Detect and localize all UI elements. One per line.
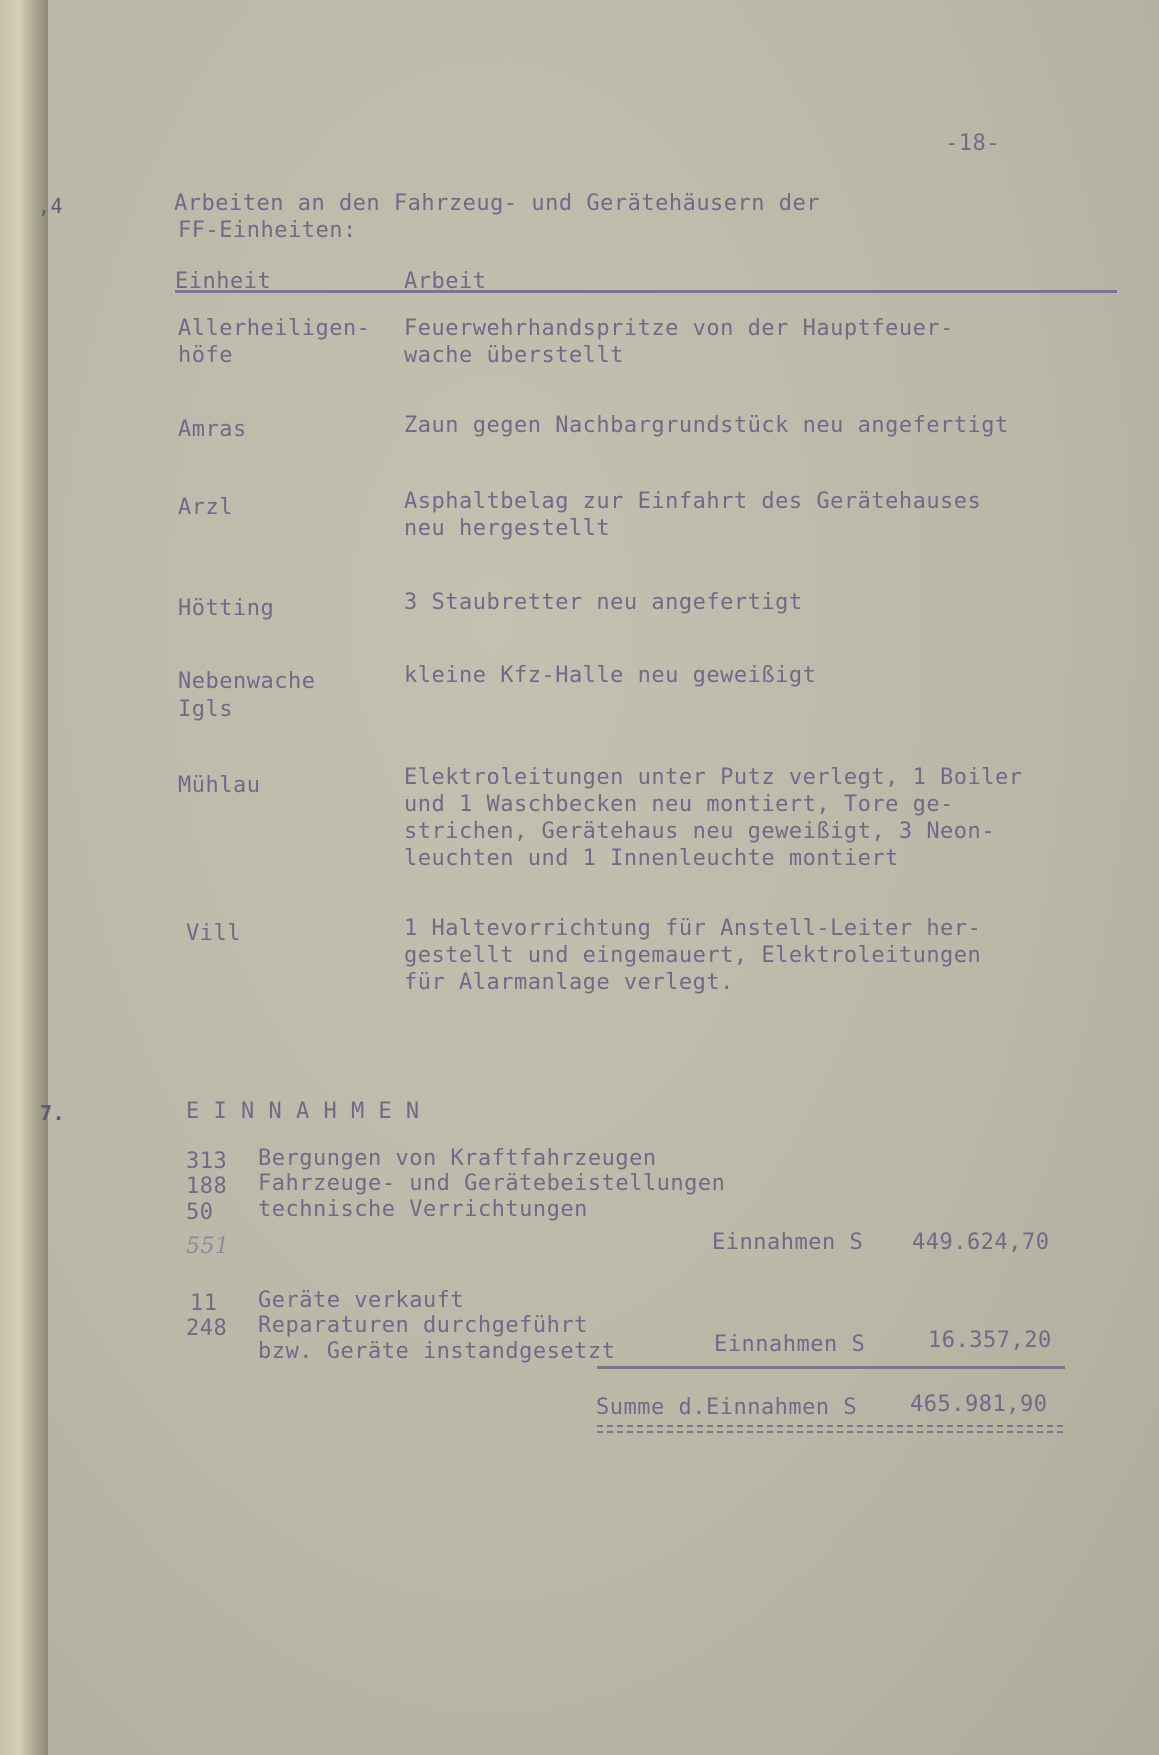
income-count: 188 xyxy=(186,1174,228,1199)
margin-section-mark: ,4 xyxy=(38,194,64,218)
income-item: Bergungen von Kraftfahrzeugen xyxy=(258,1146,657,1171)
document-page xyxy=(48,0,1159,1755)
table-row-unit: höfe xyxy=(178,343,233,368)
table-row-work: Zaun gegen Nachbargrundstück neu angefertigt xyxy=(404,413,1009,438)
table-row-work: leuchten und 1 Innenleuchte montiert xyxy=(404,846,899,871)
table-row-unit: Allerheiligen- xyxy=(178,316,371,341)
income-item: Fahrzeuge- und Gerätebeistellungen xyxy=(258,1171,726,1196)
table-row-work: wache überstellt xyxy=(404,343,624,368)
income-subtotal-amount: 16.357,20 xyxy=(928,1328,1052,1353)
column-header-work: Arbeit xyxy=(404,269,487,294)
table-row-work: neu hergestellt xyxy=(404,516,611,541)
table-row-unit: Arzl xyxy=(178,495,233,520)
table-row-unit: Igls xyxy=(178,697,233,722)
table-row-unit: Nebenwache xyxy=(178,669,316,694)
section-heading: Arbeiten an den Fahrzeug- und Gerätehäusern der xyxy=(174,191,821,216)
column-header-unit: Einheit xyxy=(175,269,272,294)
margin-section-mark: 7. xyxy=(40,1101,66,1125)
table-row-work: Elektroleitungen unter Putz verlegt, 1 Boiler xyxy=(404,765,1023,790)
income-count: 50 xyxy=(186,1200,214,1225)
table-row-work: strichen, Gerätehaus neu geweißigt, 3 Neon- xyxy=(404,819,996,844)
header-rule xyxy=(175,290,1117,293)
book-binding xyxy=(0,0,48,1755)
table-row-unit: Amras xyxy=(178,417,247,442)
table-row-work: und 1 Waschbecken neu montiert, Tore ge- xyxy=(404,792,954,817)
income-item: technische Verrichtungen xyxy=(258,1197,588,1222)
table-row-work: kleine Kfz-Halle neu geweißigt xyxy=(404,663,817,688)
income-count: 313 xyxy=(186,1149,228,1174)
income-item: Geräte verkauft xyxy=(258,1288,465,1313)
sum-label: Summe d.Einnahmen S xyxy=(596,1395,858,1420)
table-row-work: 1 Haltevorrichtung für Anstell-Leiter her- xyxy=(404,916,982,941)
table-row-unit: Mühlau xyxy=(178,773,261,798)
subtotal-rule xyxy=(597,1366,1065,1369)
table-row-work: Asphaltbelag zur Einfahrt des Gerätehauses xyxy=(404,489,982,514)
income-count: 11 xyxy=(190,1291,218,1316)
income-item: Reparaturen durchgeführt xyxy=(258,1313,588,1338)
sum-double-rule xyxy=(597,1425,1063,1433)
table-row-work: 3 Staubretter neu angefertigt xyxy=(404,590,803,615)
table-row-work: Feuerwehrhandspritze von der Hauptfeuer- xyxy=(404,316,954,341)
table-row-work: gestellt und eingemauert, Elektroleitungen xyxy=(404,943,982,968)
income-subtotal-label: Einnahmen S xyxy=(712,1230,864,1255)
table-row-work: für Alarmanlage verlegt. xyxy=(404,970,734,995)
income-title: E I N N A H M E N xyxy=(186,1099,420,1124)
table-row-unit: Vill xyxy=(186,921,241,946)
table-row-unit: Hötting xyxy=(178,596,275,621)
income-subtotal-label: Einnahmen S xyxy=(714,1332,866,1357)
income-count: 248 xyxy=(186,1316,228,1341)
sum-amount: 465.981,90 xyxy=(910,1392,1048,1417)
income-item: bzw. Geräte instandgesetzt xyxy=(258,1339,616,1364)
section-heading: FF-Einheiten: xyxy=(178,218,357,243)
income-subtotal-amount: 449.624,70 xyxy=(912,1230,1050,1255)
handwritten-count-total: 551 xyxy=(186,1234,230,1259)
page-number: -18- xyxy=(945,131,1000,156)
